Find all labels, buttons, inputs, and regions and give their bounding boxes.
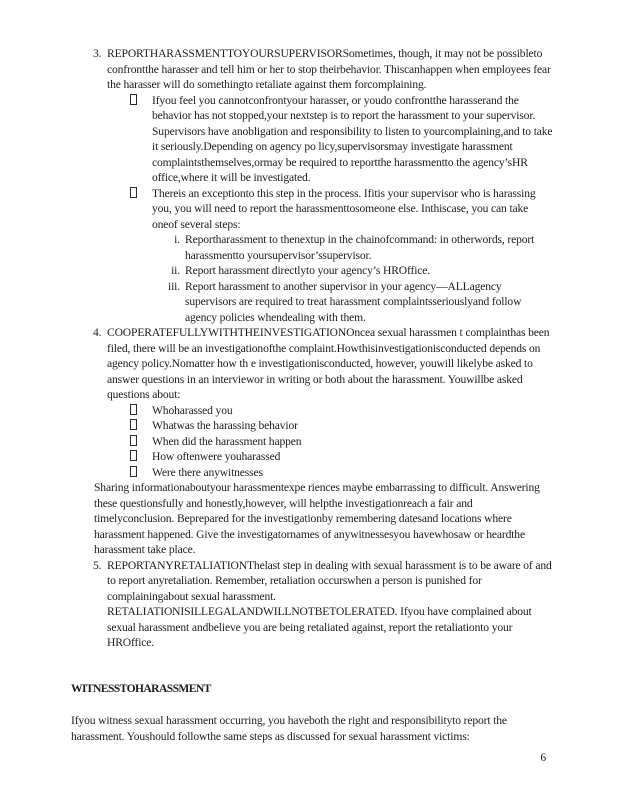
question-bullet-when-text: When did the harassment happen [152, 434, 302, 448]
item-5-paragraph: REPORTANYRETALIATIONThelast step in dealing with sexual harassment is to be aware of and to report anyretaliation. Remember, retaliation occurswhen a person is punished for complainingabout sexual harassment. RETALIATIONISILLEGALANDWILLNOTBETOLERATED. Ifyou have complained about sexual harassment andbelieve you are being retaliated against, report the retaliationto your HROffice. [107, 558, 552, 649]
item-4-number: 4. [93, 326, 102, 339]
missing-glyph-bullet-icon [130, 419, 137, 430]
question-bullet-what [71, 418, 553, 434]
item-3-paragraph: REPORTHARASSMENTTOYOURSUPERVISORSometimes, though, it may not be possibleto confrontthe harasser and tell him or her to stop theirbehavior. Thiscanhappen when employees fear the harasser will do somethingto retaliate against them forcomplaining. [107, 47, 551, 91]
bullet-glyph-cell [130, 449, 152, 465]
bullet-glyph-cell [130, 186, 152, 233]
missing-glyph-bullet-icon [130, 450, 137, 461]
question-bullet-witnesses [71, 465, 553, 481]
item-3-number: 3. [93, 47, 102, 60]
question-bullet-how-often [71, 449, 553, 465]
item-3-bullet-b [71, 186, 553, 233]
missing-glyph-bullet-icon [130, 94, 137, 105]
missing-glyph-bullet-icon [130, 404, 137, 415]
numbered-item-5 [71, 558, 553, 651]
item-4-continuation-paragraph: Sharing informationaboutyour harassmentexpe riences maybe embarrassing to difficult. Answering these questionsfully and honestly,however, will helpthe investigationreach a fair and timelyconclusion. Beprepared for the investigationby remembering datesand locations where harassment happened. Give the investigatornames of anywitnessesyou havewhosaw or heardthe harassment take place. [94, 481, 540, 556]
missing-glyph-bullet-icon [130, 435, 137, 446]
question-bullet-when [71, 434, 553, 450]
question-bullet-what-text: Whatwas the harassing behavior [152, 419, 298, 432]
missing-glyph-bullet-icon [130, 187, 137, 198]
bullet-glyph-cell [130, 418, 152, 434]
bullet-glyph-cell [130, 93, 152, 186]
numbered-item-3 [71, 46, 553, 93]
bullet-glyph-cell [130, 465, 152, 481]
question-bullet-how-often-text: How oftenwere youharassed [152, 450, 281, 463]
numbered-item-4 [71, 325, 553, 403]
substep-i [71, 232, 553, 263]
substep-iii-text: Report harassment to another supervisor in your agency—ALLagency supervisors are required to treat harassment complaintsseriouslyand follow agency policies whendealing with them. [185, 279, 522, 324]
page-number: 6 [540, 751, 546, 764]
closing-paragraph: Ifyou witness sexual harassment occurring, you haveboth the right and responsibilityto report the harassment. Youshould followthe same steps as discussed for sexual harassment victims: [71, 714, 507, 743]
substep-iii-number: iii. [168, 279, 180, 293]
witness-section-heading: WITNESSTOHARASSMENT [71, 681, 211, 695]
substep-iii [71, 279, 553, 326]
page-content [71, 46, 553, 766]
question-bullet-witnesses-text: Were there anywitnesses [152, 465, 263, 479]
item-4-paragraph: COOPERATEFULLYWITHTHEINVESTIGATIONOncea sexual harassmen t complainthas been filed, there will be an investigationofthe complaint.Howthisinvestigationisconducted depends on agency policy.Nomatter how th e investigationisconducted, however, youwill likelybe asked to answer questions in an interviewor in writing or both about the harassment. Youwillbe asked questions about: [107, 326, 550, 401]
substep-ii [71, 263, 553, 279]
missing-glyph-bullet-icon [130, 466, 137, 477]
item-3-bullet-a [71, 93, 553, 186]
substep-ii-number: ii. [171, 264, 180, 277]
question-bullet-who-text: Whoharassed you [152, 403, 233, 417]
item-5-number: 5. [93, 558, 102, 572]
bullet-glyph-cell [130, 434, 152, 450]
substep-i-text: Reportharassment to thenextup in the chainofcommand: in otherwords, report harassmentto yoursupervisor’ssupervisor. [185, 233, 535, 262]
item-3-bullet-b-text: Thereis an exceptionto this step in the process. Ifitis your supervisor who is harassing you, you will need to report the harassmenttosomeone else. Inthiscase, you can take oneof several steps: [152, 186, 536, 231]
bullet-glyph-cell [130, 403, 152, 419]
item-3-bullet-a-text: Ifyou feel you cannotconfrontyour harasser, or youdo confrontthe harasserand the behavior has not stopped,your nextstep is to report the harassment to your supervisor. Supervisors have anobligation and responsibility to listen to yourcomplaining,and to take it seriously.Depending on agency po licy,supervisorsmay investigate harassment complaintsthemselves,ormay be required to reportthe harassmentto the agency’sHR office,where it will be investigated. [152, 93, 553, 184]
substep-ii-text: Report harassment directlyto your agency’s HROffice. [185, 264, 431, 277]
question-bullet-who [71, 403, 553, 419]
substep-i-number: i. [174, 233, 180, 246]
